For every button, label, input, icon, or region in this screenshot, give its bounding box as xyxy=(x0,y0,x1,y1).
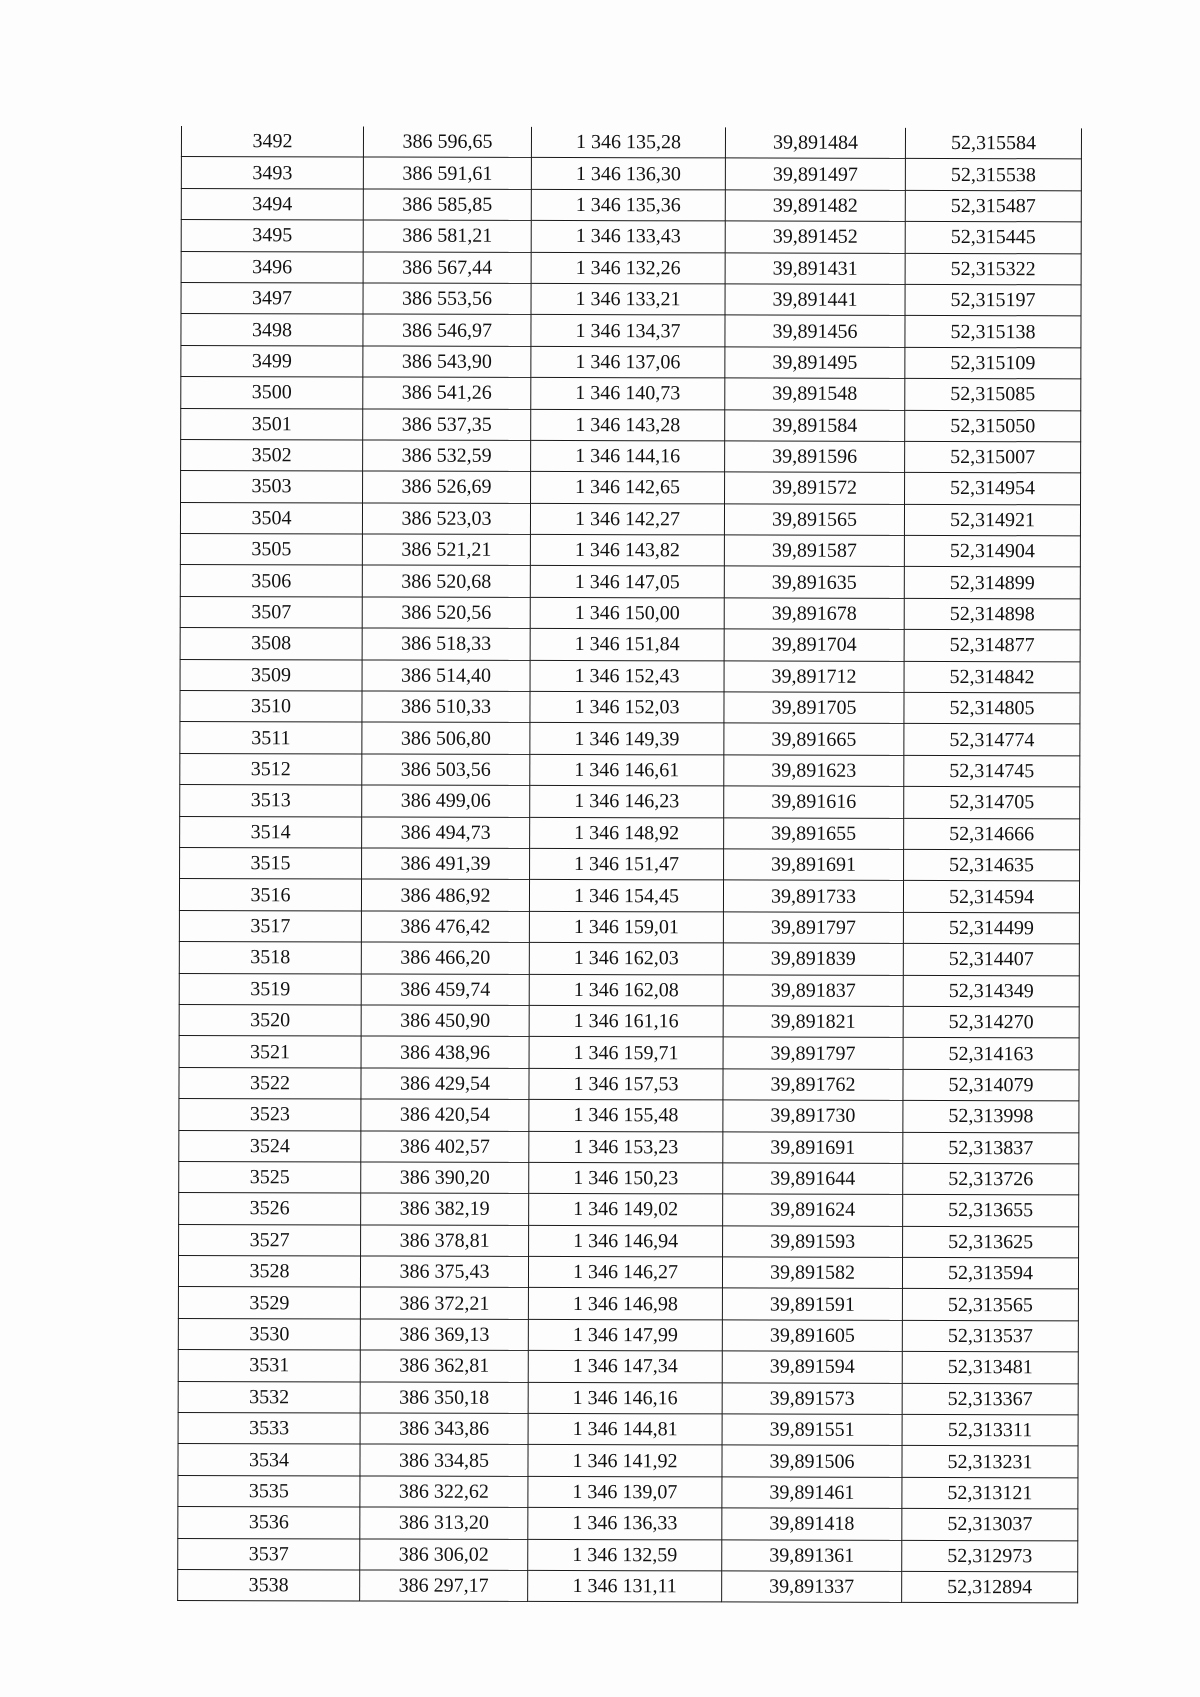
latitude-cell: 52,312894 xyxy=(902,1571,1078,1603)
x-coordinate-cell: 386 503,56 xyxy=(362,754,530,786)
y-coordinate-cell: 1 346 142,65 xyxy=(531,472,725,504)
latitude-cell: 52,313037 xyxy=(902,1509,1078,1541)
table-row xyxy=(178,1381,1078,1415)
x-coordinate-cell: 386 450,90 xyxy=(361,1005,529,1037)
longitude-cell: 39,891431 xyxy=(725,252,905,284)
point-number-cell: 3533 xyxy=(178,1413,360,1445)
y-coordinate-cell: 1 346 149,02 xyxy=(529,1194,723,1226)
longitude-cell: 39,891361 xyxy=(722,1539,902,1571)
latitude-cell: 52,314899 xyxy=(904,567,1080,599)
latitude-cell: 52,313998 xyxy=(903,1101,1079,1133)
point-number-cell: 3497 xyxy=(181,282,363,314)
latitude-cell: 52,314898 xyxy=(904,598,1080,630)
point-number-cell: 3527 xyxy=(179,1224,361,1256)
longitude-cell: 39,891762 xyxy=(723,1069,903,1101)
longitude-cell: 39,891418 xyxy=(722,1508,902,1540)
x-coordinate-cell: 386 390,20 xyxy=(361,1162,529,1194)
y-coordinate-cell: 1 346 151,84 xyxy=(530,629,724,661)
latitude-cell: 52,313311 xyxy=(902,1414,1078,1446)
y-coordinate-cell: 1 346 132,26 xyxy=(531,252,725,284)
longitude-cell: 39,891484 xyxy=(725,127,905,158)
longitude-cell: 39,891704 xyxy=(724,629,904,661)
x-coordinate-cell: 386 466,20 xyxy=(361,942,529,974)
latitude-cell: 52,314805 xyxy=(904,692,1080,724)
x-coordinate-cell: 386 494,73 xyxy=(362,817,530,849)
y-coordinate-cell: 1 346 154,45 xyxy=(529,880,723,912)
table-row xyxy=(181,439,1081,473)
point-number-cell: 3538 xyxy=(178,1569,360,1601)
point-number-cell: 3505 xyxy=(180,534,362,566)
longitude-cell: 39,891730 xyxy=(723,1100,903,1132)
point-number-cell: 3525 xyxy=(179,1161,361,1193)
longitude-cell: 39,891582 xyxy=(722,1257,902,1289)
table-row xyxy=(181,188,1081,222)
point-number-cell: 3524 xyxy=(179,1130,361,1162)
x-coordinate-cell: 386 322,62 xyxy=(360,1476,528,1508)
latitude-cell: 52,313231 xyxy=(902,1446,1078,1478)
x-coordinate-cell: 386 567,44 xyxy=(363,252,531,284)
point-number-cell: 3494 xyxy=(181,188,363,220)
table-row xyxy=(178,1444,1078,1478)
latitude-cell: 52,314705 xyxy=(904,787,1080,819)
longitude-cell: 39,891839 xyxy=(723,943,903,975)
point-number-cell: 3531 xyxy=(178,1350,360,1382)
x-coordinate-cell: 386 362,81 xyxy=(360,1350,528,1382)
latitude-cell: 52,314270 xyxy=(903,1006,1079,1038)
latitude-cell: 52,314904 xyxy=(904,535,1080,567)
x-coordinate-cell: 386 420,54 xyxy=(361,1099,529,1131)
longitude-cell: 39,891337 xyxy=(722,1571,902,1603)
latitude-cell: 52,314842 xyxy=(904,661,1080,693)
point-number-cell: 3523 xyxy=(179,1099,361,1131)
longitude-cell: 39,891452 xyxy=(725,221,905,253)
latitude-cell: 52,315445 xyxy=(905,222,1081,254)
y-coordinate-cell: 1 346 148,92 xyxy=(530,817,724,849)
longitude-cell: 39,891596 xyxy=(725,441,905,473)
table-row xyxy=(180,785,1080,819)
y-coordinate-cell: 1 346 141,92 xyxy=(528,1445,722,1477)
x-coordinate-cell: 386 313,20 xyxy=(360,1507,528,1539)
longitude-cell: 39,891797 xyxy=(723,912,903,944)
y-coordinate-cell: 1 346 161,16 xyxy=(529,1005,723,1037)
x-coordinate-cell: 386 521,21 xyxy=(362,534,530,566)
longitude-cell: 39,891441 xyxy=(725,284,905,316)
longitude-cell: 39,891551 xyxy=(722,1414,902,1446)
y-coordinate-cell: 1 346 135,28 xyxy=(531,127,725,158)
y-coordinate-cell: 1 346 133,21 xyxy=(531,283,725,315)
y-coordinate-cell: 1 346 149,39 xyxy=(530,723,724,755)
x-coordinate-cell: 386 369,13 xyxy=(360,1319,528,1351)
longitude-cell: 39,891495 xyxy=(725,347,905,379)
y-coordinate-cell: 1 346 162,03 xyxy=(529,943,723,975)
table-row xyxy=(180,596,1080,630)
x-coordinate-cell: 386 491,39 xyxy=(362,848,530,880)
y-coordinate-cell: 1 346 152,03 xyxy=(530,691,724,723)
point-number-cell: 3536 xyxy=(178,1507,360,1539)
x-coordinate-cell: 386 523,03 xyxy=(362,503,530,535)
point-number-cell: 3534 xyxy=(178,1444,360,1476)
table-row xyxy=(180,753,1080,787)
y-coordinate-cell: 1 346 139,07 xyxy=(528,1476,722,1508)
table-row xyxy=(179,1161,1079,1195)
point-number-cell: 3509 xyxy=(180,659,362,691)
y-coordinate-cell: 1 346 157,53 xyxy=(529,1068,723,1100)
x-coordinate-cell: 386 520,68 xyxy=(362,565,530,597)
point-number-cell: 3514 xyxy=(180,816,362,848)
point-number-cell: 3515 xyxy=(180,847,362,879)
y-coordinate-cell: 1 346 146,94 xyxy=(529,1225,723,1257)
y-coordinate-cell: 1 346 134,37 xyxy=(531,315,725,347)
longitude-cell: 39,891624 xyxy=(723,1194,903,1226)
longitude-cell: 39,891616 xyxy=(724,786,904,818)
latitude-cell: 52,315109 xyxy=(905,347,1081,379)
point-number-cell: 3526 xyxy=(179,1193,361,1225)
point-number-cell: 3530 xyxy=(178,1318,360,1350)
longitude-cell: 39,891506 xyxy=(722,1445,902,1477)
table-row xyxy=(179,1099,1079,1133)
table-row xyxy=(181,126,1081,159)
x-coordinate-cell: 386 581,21 xyxy=(363,220,531,252)
table-row xyxy=(179,1004,1079,1038)
y-coordinate-cell: 1 346 146,61 xyxy=(530,754,724,786)
latitude-cell: 52,314163 xyxy=(903,1038,1079,1070)
longitude-cell: 39,891587 xyxy=(724,535,904,567)
y-coordinate-cell: 1 346 137,06 xyxy=(531,346,725,378)
latitude-cell: 52,313481 xyxy=(902,1352,1078,1384)
table-row xyxy=(179,879,1079,913)
point-number-cell: 3504 xyxy=(180,502,362,534)
point-number-cell: 3496 xyxy=(181,251,363,283)
table-row xyxy=(179,1224,1079,1258)
y-coordinate-cell: 1 346 132,59 xyxy=(528,1539,722,1571)
table-row xyxy=(179,1067,1079,1101)
latitude-cell: 52,314774 xyxy=(904,724,1080,756)
latitude-cell: 52,312973 xyxy=(902,1540,1078,1572)
table-row xyxy=(178,1569,1078,1603)
x-coordinate-cell: 386 486,92 xyxy=(361,879,529,911)
y-coordinate-cell: 1 346 147,99 xyxy=(528,1319,722,1351)
latitude-cell: 52,315138 xyxy=(905,316,1081,348)
latitude-cell: 52,314745 xyxy=(904,755,1080,787)
latitude-cell: 52,314499 xyxy=(903,912,1079,944)
y-coordinate-cell: 1 346 146,16 xyxy=(528,1382,722,1414)
table-row xyxy=(180,628,1080,662)
y-coordinate-cell: 1 346 146,23 xyxy=(530,786,724,818)
longitude-cell: 39,891635 xyxy=(724,566,904,598)
latitude-cell: 52,314954 xyxy=(905,473,1081,505)
longitude-cell: 39,891594 xyxy=(722,1351,902,1383)
y-coordinate-cell: 1 346 150,00 xyxy=(530,597,724,629)
x-coordinate-cell: 386 459,74 xyxy=(361,974,529,1006)
longitude-cell: 39,891573 xyxy=(722,1383,902,1415)
y-coordinate-cell: 1 346 135,36 xyxy=(531,189,725,221)
longitude-cell: 39,891623 xyxy=(724,755,904,787)
x-coordinate-cell: 386 596,65 xyxy=(363,126,531,157)
table-row xyxy=(180,816,1080,850)
longitude-cell: 39,891705 xyxy=(724,692,904,724)
coordinates-table-body xyxy=(178,126,1082,1603)
y-coordinate-cell: 1 346 146,27 xyxy=(528,1256,722,1288)
latitude-cell: 52,313655 xyxy=(903,1195,1079,1227)
x-coordinate-cell: 386 476,42 xyxy=(361,911,529,943)
latitude-cell: 52,313367 xyxy=(902,1383,1078,1415)
longitude-cell: 39,891837 xyxy=(723,974,903,1006)
x-coordinate-cell: 386 334,85 xyxy=(360,1444,528,1476)
longitude-cell: 39,891821 xyxy=(723,1006,903,1038)
table-row xyxy=(179,1193,1079,1227)
y-coordinate-cell: 1 346 153,23 xyxy=(529,1131,723,1163)
point-number-cell: 3532 xyxy=(178,1381,360,1413)
latitude-cell: 52,315197 xyxy=(905,284,1081,316)
latitude-cell: 52,315322 xyxy=(905,253,1081,285)
table-row xyxy=(180,691,1080,725)
y-coordinate-cell: 1 346 146,98 xyxy=(528,1288,722,1320)
point-number-cell: 3511 xyxy=(180,722,362,754)
x-coordinate-cell: 386 402,57 xyxy=(361,1130,529,1162)
point-number-cell: 3529 xyxy=(178,1287,360,1319)
table-row xyxy=(180,534,1080,568)
x-coordinate-cell: 386 372,21 xyxy=(360,1287,528,1319)
y-coordinate-cell: 1 346 159,71 xyxy=(529,1037,723,1069)
point-number-cell: 3495 xyxy=(181,220,363,252)
latitude-cell: 52,314349 xyxy=(903,975,1079,1007)
table-row xyxy=(181,345,1081,379)
x-coordinate-cell: 386 350,18 xyxy=(360,1382,528,1414)
x-coordinate-cell: 386 541,26 xyxy=(363,377,531,409)
point-number-cell: 3498 xyxy=(181,314,363,346)
latitude-cell: 52,314877 xyxy=(904,630,1080,662)
y-coordinate-cell: 1 346 133,43 xyxy=(531,221,725,253)
y-coordinate-cell: 1 346 152,43 xyxy=(530,660,724,692)
longitude-cell: 39,891591 xyxy=(722,1288,902,1320)
latitude-cell: 52,313837 xyxy=(903,1132,1079,1164)
table-row xyxy=(181,408,1081,442)
x-coordinate-cell: 386 591,61 xyxy=(363,157,531,189)
table-row xyxy=(178,1318,1078,1352)
longitude-cell: 39,891584 xyxy=(725,409,905,441)
table-row xyxy=(181,471,1081,505)
table-row xyxy=(181,314,1081,348)
longitude-cell: 39,891655 xyxy=(724,818,904,850)
latitude-cell: 52,314921 xyxy=(904,504,1080,536)
point-number-cell: 3517 xyxy=(179,910,361,942)
point-number-cell: 3520 xyxy=(179,1004,361,1036)
longitude-cell: 39,891482 xyxy=(725,190,905,222)
point-number-cell: 3518 xyxy=(179,942,361,974)
table-row xyxy=(180,847,1080,881)
table-row xyxy=(178,1256,1078,1290)
table-row xyxy=(181,282,1081,316)
point-number-cell: 3500 xyxy=(181,377,363,409)
longitude-cell: 39,891665 xyxy=(724,723,904,755)
longitude-cell: 39,891548 xyxy=(725,378,905,410)
longitude-cell: 39,891461 xyxy=(722,1477,902,1509)
x-coordinate-cell: 386 438,96 xyxy=(361,1036,529,1068)
y-coordinate-cell: 1 346 147,34 xyxy=(528,1351,722,1383)
y-coordinate-cell: 1 346 131,11 xyxy=(528,1570,722,1602)
latitude-cell: 52,315487 xyxy=(905,190,1081,222)
latitude-cell: 52,314594 xyxy=(903,881,1079,913)
point-number-cell: 3528 xyxy=(178,1256,360,1288)
point-number-cell: 3513 xyxy=(180,785,362,817)
y-coordinate-cell: 1 346 151,47 xyxy=(530,848,724,880)
latitude-cell: 52,315007 xyxy=(905,441,1081,473)
point-number-cell: 3522 xyxy=(179,1067,361,1099)
point-number-cell: 3499 xyxy=(181,345,363,377)
x-coordinate-cell: 386 514,40 xyxy=(362,660,530,692)
table-row xyxy=(178,1413,1078,1447)
x-coordinate-cell: 386 585,85 xyxy=(363,189,531,221)
x-coordinate-cell: 386 506,80 xyxy=(362,722,530,754)
latitude-cell: 52,315085 xyxy=(905,379,1081,411)
latitude-cell: 52,314666 xyxy=(904,818,1080,850)
y-coordinate-cell: 1 346 143,82 xyxy=(530,534,724,566)
point-number-cell: 3516 xyxy=(179,879,361,911)
x-coordinate-cell: 386 526,69 xyxy=(363,471,531,503)
latitude-cell: 52,313537 xyxy=(902,1320,1078,1352)
table-row xyxy=(178,1287,1078,1321)
latitude-cell: 52,315584 xyxy=(905,128,1081,159)
point-number-cell: 3535 xyxy=(178,1475,360,1507)
table-row xyxy=(178,1350,1078,1384)
y-coordinate-cell: 1 346 150,23 xyxy=(529,1162,723,1194)
table-row xyxy=(179,1036,1079,1070)
longitude-cell: 39,891593 xyxy=(723,1226,903,1258)
x-coordinate-cell: 386 297,17 xyxy=(360,1570,528,1602)
point-number-cell: 3512 xyxy=(180,753,362,785)
latitude-cell: 52,313594 xyxy=(902,1257,1078,1289)
y-coordinate-cell: 1 346 144,81 xyxy=(528,1413,722,1445)
y-coordinate-cell: 1 346 142,27 xyxy=(530,503,724,535)
table-row xyxy=(181,220,1081,254)
x-coordinate-cell: 386 378,81 xyxy=(361,1225,529,1257)
y-coordinate-cell: 1 346 136,33 xyxy=(528,1508,722,1540)
longitude-cell: 39,891712 xyxy=(724,661,904,693)
table-row xyxy=(180,565,1080,599)
y-coordinate-cell: 1 346 136,30 xyxy=(531,158,725,190)
table-row xyxy=(181,377,1081,411)
table-row xyxy=(178,1538,1078,1572)
x-coordinate-cell: 386 343,86 xyxy=(360,1413,528,1445)
table-row xyxy=(180,722,1080,756)
longitude-cell: 39,891644 xyxy=(723,1163,903,1195)
point-number-cell: 3521 xyxy=(179,1036,361,1068)
latitude-cell: 52,314407 xyxy=(903,944,1079,976)
latitude-cell: 52,313726 xyxy=(903,1163,1079,1195)
table-row xyxy=(180,502,1080,536)
point-number-cell: 3501 xyxy=(181,408,363,440)
y-coordinate-cell: 1 346 155,48 xyxy=(529,1100,723,1132)
point-number-cell: 3519 xyxy=(179,973,361,1005)
table-row xyxy=(181,157,1081,191)
latitude-cell: 52,313565 xyxy=(902,1289,1078,1321)
x-coordinate-cell: 386 546,97 xyxy=(363,314,531,346)
point-number-cell: 3503 xyxy=(181,471,363,503)
table-row xyxy=(179,1130,1079,1164)
y-coordinate-cell: 1 346 140,73 xyxy=(531,378,725,410)
longitude-cell: 39,891678 xyxy=(724,598,904,630)
table-row xyxy=(179,942,1079,976)
x-coordinate-cell: 386 520,56 xyxy=(362,597,530,629)
longitude-cell: 39,891605 xyxy=(722,1320,902,1352)
y-coordinate-cell: 1 346 143,28 xyxy=(531,409,725,441)
y-coordinate-cell: 1 346 159,01 xyxy=(529,911,723,943)
table-row xyxy=(179,910,1079,944)
table-row xyxy=(179,973,1079,1007)
y-coordinate-cell: 1 346 162,08 xyxy=(529,974,723,1006)
x-coordinate-cell: 386 375,43 xyxy=(360,1256,528,1288)
x-coordinate-cell: 386 429,54 xyxy=(361,1068,529,1100)
point-number-cell: 3493 xyxy=(181,157,363,189)
y-coordinate-cell: 1 346 147,05 xyxy=(530,566,724,598)
table-row xyxy=(181,251,1081,285)
longitude-cell: 39,891797 xyxy=(723,1037,903,1069)
point-number-cell: 3507 xyxy=(180,596,362,628)
point-number-cell: 3506 xyxy=(180,565,362,597)
longitude-cell: 39,891572 xyxy=(725,472,905,504)
x-coordinate-cell: 386 499,06 xyxy=(362,785,530,817)
longitude-cell: 39,891691 xyxy=(723,1131,903,1163)
table-row xyxy=(178,1507,1078,1541)
latitude-cell: 52,315538 xyxy=(905,159,1081,191)
x-coordinate-cell: 386 543,90 xyxy=(363,346,531,378)
x-coordinate-cell: 386 553,56 xyxy=(363,283,531,315)
longitude-cell: 39,891565 xyxy=(724,504,904,536)
point-number-cell: 3510 xyxy=(180,691,362,723)
point-number-cell: 3492 xyxy=(181,126,363,157)
coordinates-table xyxy=(177,126,1082,1604)
x-coordinate-cell: 386 537,35 xyxy=(363,408,531,440)
point-number-cell: 3502 xyxy=(181,439,363,471)
x-coordinate-cell: 386 382,19 xyxy=(361,1193,529,1225)
longitude-cell: 39,891497 xyxy=(725,158,905,190)
point-number-cell: 3537 xyxy=(178,1538,360,1570)
x-coordinate-cell: 386 510,33 xyxy=(362,691,530,723)
latitude-cell: 52,315050 xyxy=(905,410,1081,442)
latitude-cell: 52,314635 xyxy=(904,849,1080,881)
longitude-cell: 39,891456 xyxy=(725,315,905,347)
point-number-cell: 3508 xyxy=(180,628,362,660)
x-coordinate-cell: 386 306,02 xyxy=(360,1539,528,1571)
latitude-cell: 52,313121 xyxy=(902,1477,1078,1509)
table-row xyxy=(180,659,1080,693)
x-coordinate-cell: 386 518,33 xyxy=(362,628,530,660)
x-coordinate-cell: 386 532,59 xyxy=(363,440,531,472)
table-row xyxy=(178,1475,1078,1509)
longitude-cell: 39,891733 xyxy=(723,880,903,912)
y-coordinate-cell: 1 346 144,16 xyxy=(531,440,725,472)
latitude-cell: 52,314079 xyxy=(903,1069,1079,1101)
latitude-cell: 52,313625 xyxy=(903,1226,1079,1258)
longitude-cell: 39,891691 xyxy=(724,849,904,881)
